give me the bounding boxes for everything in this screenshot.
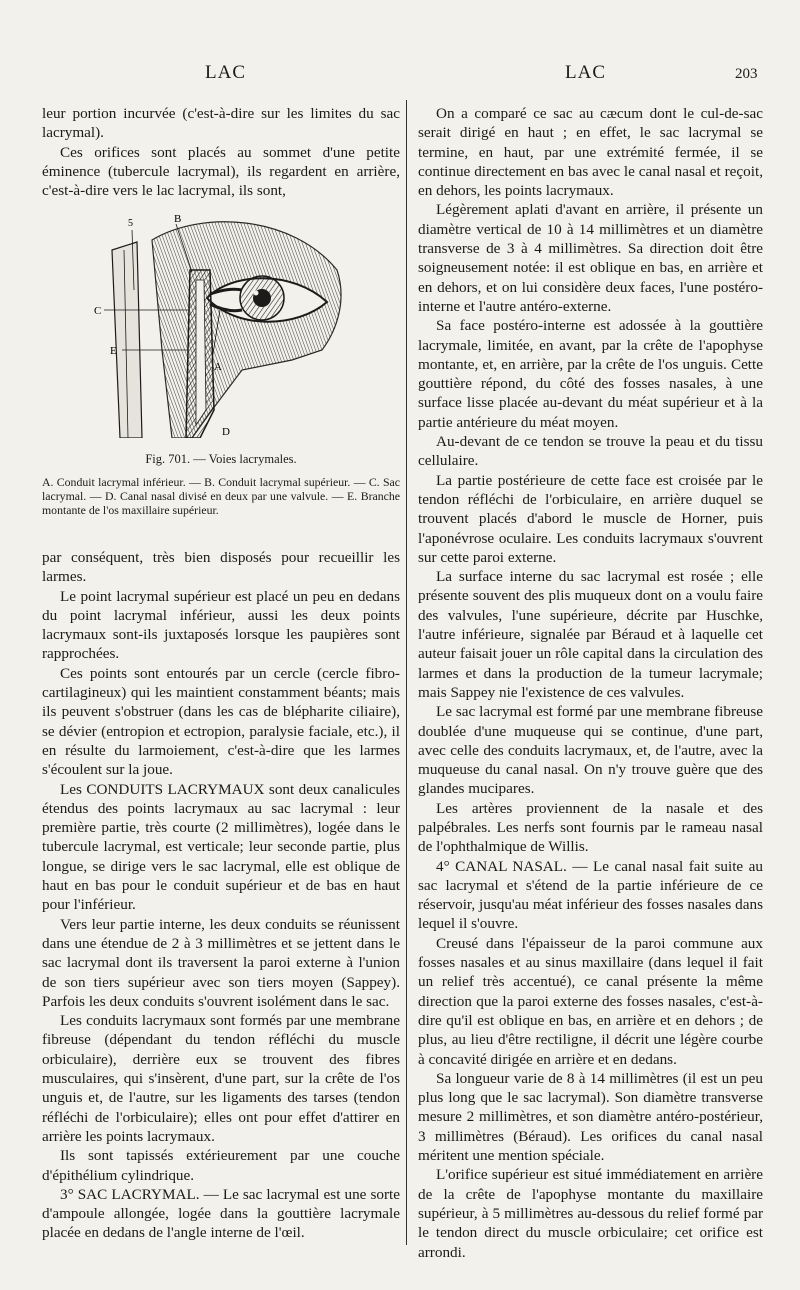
running-head-right: LAC xyxy=(565,62,606,83)
paragraph: Le sac lacrymal est formé par une membrane fibreuse doublée d'une muqueuse qui se continue, d'une part, avec celle des conduits lacrymaux, et, de l'autre, avec la muqueuse du canal nasal. On n'y trouve guère que des glandes mucipares. xyxy=(418,703,763,798)
page-number: 203 xyxy=(735,66,758,82)
paragraph: Ces points sont entourés par un cercle (cercle fibro-cartilagineux) qui les maintient constamment béants; mais ils peuvent s'obstruer (dans les cas de blépharite ciliaire), se dévier (entropion et ectropion, paralysie faciale, etc.), il en résulte du larmoiement, c'est-à-dire que les larmes s'écoulent sur la joue. xyxy=(42,664,400,779)
paragraph: Ces orifices sont placés au sommet d'une petite éminence (tubercule lacrymal), ils regardent en arrière, c'est-à-dire vers le lac lacrymal, ils sont, xyxy=(42,143,400,200)
figure-caption xyxy=(42,452,400,517)
left-column-top xyxy=(42,104,400,200)
orbit-region-shape xyxy=(152,222,341,438)
paragraph: Le point lacrymal supérieur est placé un peu en dedans du point lacrymal inférieur, aussi les deux points lacrymaux sont-ils juxtaposés lorsque les paupières sont rapprochées. xyxy=(42,587,400,663)
paragraph: Creusé dans l'épaisseur de la paroi commune aux fosses nasales et au sinus maxillaire (dans lequel il fait un relief très accentué), ce canal présente la même direction que la paroi externe des fosses nasales, c'est-à-dire qu'il est oblique en bas, en arrière et en dehors ; de plus, au lieu d'être rectiligne, il décrit une légère courbe à concavité dirigée en arrière et en dedans. xyxy=(418,934,763,1068)
paragraph: Sa longueur varie de 8 à 14 millimètres (il est un peu plus long que le sac lacrymal). Son diamètre transverse mesure 2 millimètres, et son diamètre antéro-postérieur, 3 millimètres (Béraud). Les orifices du canal nasal méritent une mention spéciale. xyxy=(418,1069,763,1165)
figure-title: Fig. 701. — Voies lacrymales. xyxy=(145,452,297,466)
paragraph: leur portion incurvée (c'est-à-dire sur les limites du sac lacrymal). xyxy=(42,105,400,142)
paragraph: On a comparé ce sac au cæcum dont le cul-de-sac serait dirigé en haut ; en effet, le sac lacrymal se termine, en haut, par une extrémité fermée, il se continue directement en bas avec le canal nasal et reçoit, en dehors, les points lacrymaux. xyxy=(418,105,763,200)
right-column xyxy=(418,104,763,1262)
nasal-canal-shape xyxy=(196,280,206,425)
paragraph: L'orifice supérieur est situé immédiatement en arrière de la crête de l'apophyse montante du maxillaire supérieur, à 5 millimètres au-dessous du relief formé par le tendon direct du muscle orbiculaire; cet orifice est arrondi. xyxy=(418,1166,763,1261)
eye-highlight xyxy=(254,291,259,296)
column-divider xyxy=(406,100,407,1245)
paragraph: Légèrement aplati d'avant en arrière, il présente un diamètre vertical de 10 à 14 millimètres et un diamètre transverse de 3 à 4 millimètres. Sa direction doit être soigneusement notée: il est oblique en bas, en arrière et en dehors, et on lui considère deux faces, l'une postéro-interne et l'autre antéro-externe. xyxy=(418,201,763,315)
paragraph: Au-devant de ce tendon se trouve la peau et du tissu cellulaire. xyxy=(418,433,763,470)
paragraph: Vers leur partie interne, les deux conduits se réunissent dans une étendue de 2 à 3 millimètres et se jettent dans le sac lacrymal dont ils traversent la paroi externe à l'union de son tiers supérieur avec son tiers moyen (Sappey). Parfois les deux conduits s'ouvrent isolément dans le sac. xyxy=(42,915,400,1010)
paragraph: Les CONDUITS LACRYMAUX sont deux canalicules étendus des points lacrymaux au sac lacrymal : leur première partie, très courte (2 millimètres), logée dans le tubercule lacrymal, est verticale; leur seconde partie, plus longue, se dirige vers le sac lacrymal, elle est oblique de haut en bas pour le conduit supérieur et de bas en haut pour l'inférieur. xyxy=(42,780,400,914)
paragraph: La partie postérieure de cette face est croisée par le tendon réfléchi de l'orbiculaire, en arrière duquel se trouvent placés d'abord le muscle de Horner, puis l'aponévrose oculaire. Les conduits lacrymaux s'ouvrent sur cette paroi externe. xyxy=(418,471,763,566)
figure-label-5: 5 xyxy=(128,218,133,229)
paragraph: Les artères proviennent de la nasale et des palpébrales. Les nerfs sont fournis par le rameau nasal de l'ophthalmique de Willis. xyxy=(418,799,763,856)
figure-label-e: E xyxy=(110,345,117,357)
figure-label-b: B xyxy=(174,213,182,225)
running-head-left: LAC xyxy=(205,62,246,83)
figure-label-c: C xyxy=(94,305,102,317)
figure-label-d: D xyxy=(222,426,230,438)
figure-label-a: A xyxy=(214,361,222,373)
paragraph: La surface interne du sac lacrymal est rosée ; elle présente souvent des plis muqueux dont on a voulu faire des valvules, l'une supérieure, décrite par Huschke, l'autre inférieure, signalée par Béraud et à laquelle cet auteur faisait jouer un rôle capital dans la circulation des larmes et dans la production de la tumeur lacrymale; mais Sappey nie l'existence de ces valvules. xyxy=(418,568,763,701)
section-sac-lacrymal: 3° SAC LACRYMAL. — Le sac lacrymal est une sorte d'ampoule allongée, logée dans la gouttière lacrymale placée en dedans de l'angle interne de l'œil. xyxy=(42,1185,400,1242)
section-canal-nasal: 4° CANAL NASAL. — Le canal nasal fait suite au sac lacrymal et s'étend de la partie inférieure de ce réservoir, jusqu'au méat inférieur des fosses nasales dans lequel il s'ouvre. xyxy=(418,857,763,933)
paragraph: Ils sont tapissés extérieurement par une couche d'épithélium cylindrique. xyxy=(42,1147,400,1184)
paragraph: Sa face postéro-interne est adossée à la gouttière lacrymale, limitée, en avant, par la crête de l'apophyse montante, et, en arrière, par la crête de l'os unguis. Cette gouttière répond, du côté des fosses nasales, à une surface lisse placée au-devant du méat supérieur et à la partie antérieure du méat moyen. xyxy=(418,317,763,431)
paragraph: Les conduits lacrymaux sont formés par une membrane fibreuse (dépendant du tendon réfléchi du muscle orbiculaire), derrière eux se trouvent des fibres musculaires, qui s'insèrent, d'une part, sur la crête de l'os unguis et, de l'autre, sur les ligaments des tarses (tendon réfléchi de l'orbiculaire); elles ont pour effet d'attirer en arrière les points lacrymaux. xyxy=(42,1012,400,1145)
paragraph: par conséquent, très bien disposés pour recueillir les larmes. xyxy=(42,549,400,586)
lacrimal-anatomy-figure xyxy=(92,210,352,438)
figure-legend: A. Conduit lacrymal inférieur. — B. Conduit lacrymal supérieur. — C. Sac lacrymal. — D. Canal nasal divisé en deux par une valvule. — E. Branche montante de l'os maxillaire supérieur. xyxy=(42,475,400,517)
left-column-bottom xyxy=(42,548,400,1243)
